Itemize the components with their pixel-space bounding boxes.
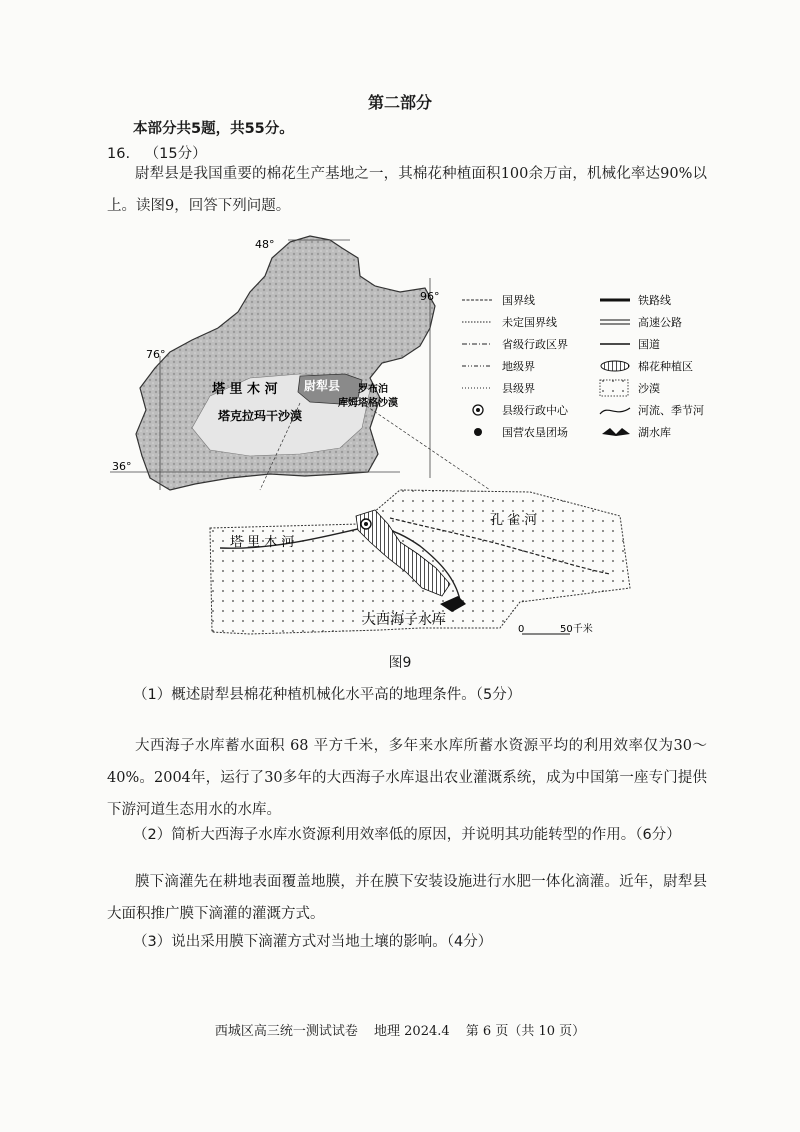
legend-county-center: 县级行政中心	[502, 404, 568, 417]
inset-tarim-river-label: 塔 里 木 河	[230, 535, 295, 550]
longitude-96-label: 96°	[420, 290, 440, 303]
legend-river-symbol	[600, 408, 630, 414]
footer-page-number: 第 6 页（共 10 页）	[465, 1024, 586, 1039]
legend-expressway: 高速公路	[638, 316, 682, 329]
scale-zero-label: 0	[518, 624, 525, 635]
sub-question-1: （1）概述尉犁县棉花种植机械化水平高的地理条件。（5分）	[133, 687, 522, 703]
sub-question-3: （3）说出采用膜下滴灌方式对当地土壤的影响。（4分）	[133, 934, 493, 950]
legend-cotton-area: 棉花种植区	[638, 360, 693, 373]
kumtag-desert-label: 库姆塔格沙漠	[338, 398, 398, 409]
page-footer	[0, 1020, 800, 1039]
question-number: 16.	[107, 146, 131, 162]
footer-subject: 地理 2024.4	[374, 1024, 450, 1039]
inset-leader-line-right	[362, 403, 490, 490]
lop-nur-label: 罗布泊	[358, 384, 388, 395]
latitude-48-label: 48°	[255, 238, 275, 251]
latitude-36-label: 36°	[112, 460, 132, 473]
figure-caption: 图9	[388, 655, 412, 671]
taklamakan-desert-label: 塔克拉玛干沙漠	[218, 409, 303, 423]
legend-desert-symbol	[600, 380, 628, 396]
legend-national-road: 国道	[638, 338, 660, 351]
legend-undetermined-border: 未定国界线	[502, 316, 557, 329]
map-legend	[462, 293, 704, 439]
legend-lake-reservoir: 湖水库	[638, 426, 671, 439]
legend-desert: 沙漠	[638, 382, 660, 395]
section-intro: 本部分共5题，共55分。	[133, 121, 294, 137]
question-paragraph-3: 膜下滴灌先在耕地表面覆盖地膜，并在膜下安装设施进行水肥一体化滴灌。近年，尉犁县大面积推广膜下滴灌的灌溉方式。	[107, 874, 707, 922]
legend-county-border: 县级界	[502, 382, 535, 395]
legend-cotton-area-symbol	[601, 361, 629, 371]
legend-river: 河流、季节河	[638, 404, 704, 417]
longitude-76-label: 76°	[146, 348, 166, 361]
figure-9-map	[100, 228, 720, 648]
inset-reservoir-label: 大西海子水库	[362, 612, 446, 628]
legend-prefecture-border: 地级界	[502, 360, 535, 373]
yuli-county-label: 尉犁县	[304, 379, 341, 393]
sub-question-2: （2）简析大西海子水库水资源利用效率低的原因，并说明其功能转型的作用。（6分）	[133, 827, 681, 843]
section-title: 第二部分	[367, 93, 432, 112]
question-paragraph-1: 尉犁县是我国重要的棉花生产基地之一，其棉花种植面积100余万亩，机械化率达90%以上。读图9，回答下列问题。	[107, 166, 707, 214]
tarim-river-label: 塔 里 木 河	[212, 382, 278, 397]
footer-exam-name: 西城区高三统一测试试卷	[214, 1024, 358, 1039]
question-paragraph-2: 大西海子水库蓄水面积 68 平方千米，多年来水库所蓄水资源平均的利用效率仅为30～40%。2004年，运行了30多年的大西海子水库退出农业灌溉系统，成为中国第一座专门提供下游河道生态用水的水库。	[107, 738, 707, 818]
legend-international-border: 国界线	[502, 294, 535, 307]
legend-state-farm: 国营农垦团场	[502, 426, 568, 439]
legend-provincial-border: 省级行政区界	[502, 338, 568, 351]
question-score: （15分）	[144, 146, 207, 162]
legend-railway: 铁路线	[638, 294, 671, 307]
legend-state-farm-symbol	[474, 428, 482, 436]
legend-lake-reservoir-symbol	[602, 428, 630, 436]
scale-distance-label: 50千米	[560, 624, 593, 635]
inset-kongque-river-label: 孔 雀 河	[490, 513, 538, 528]
